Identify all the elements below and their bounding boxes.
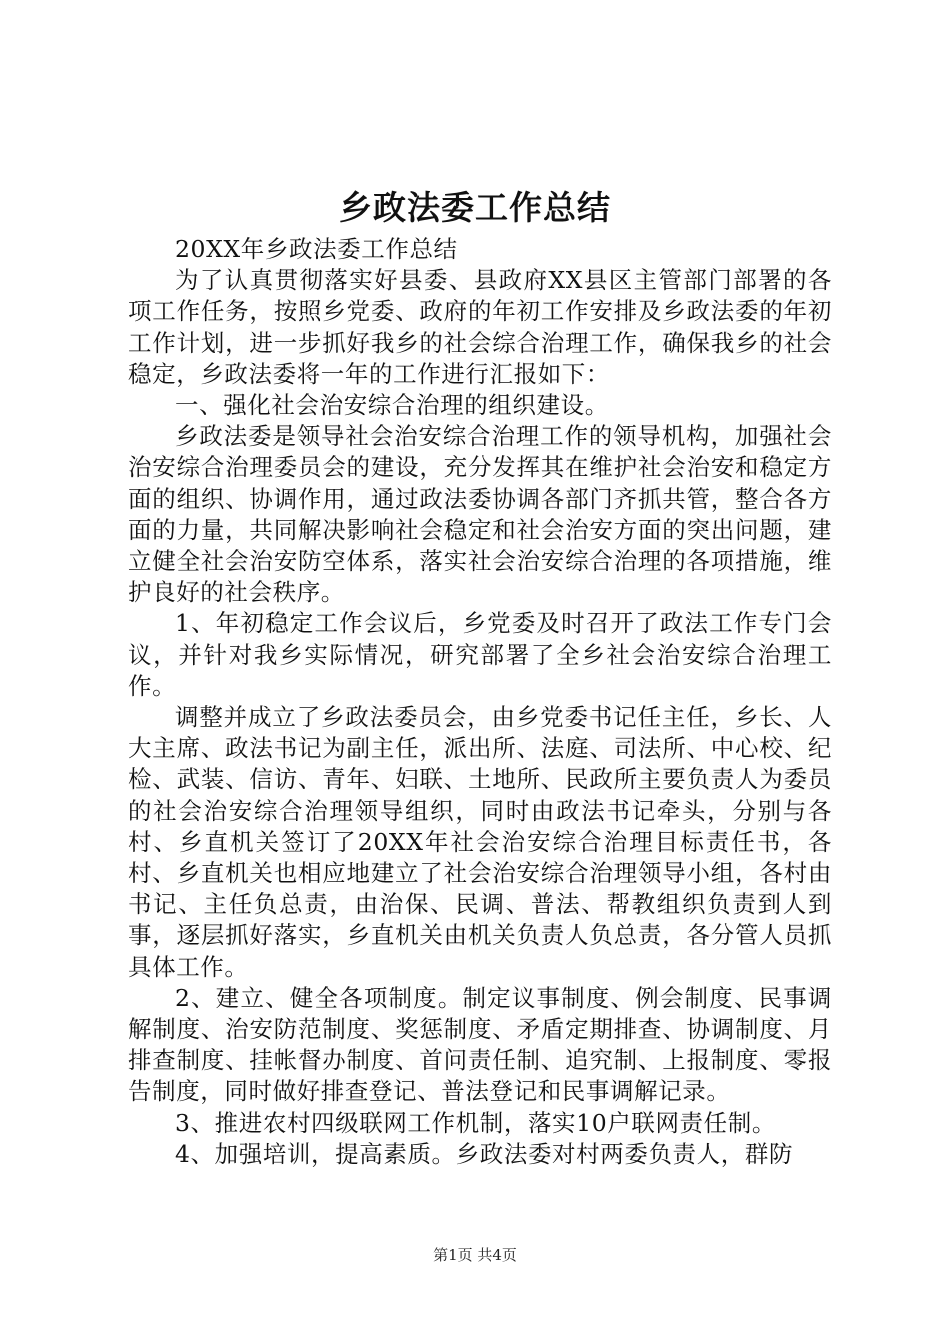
page-footer <box>0 1245 950 1265</box>
paragraph-item-2: 2、建立、健全各项制度。制定议事制度、例会制度、民事调解制度、治安防范制度、奖惩制度、矛盾定期排查、协调制度、月排查制度、挂帐督办制度、首问责任制、追究制、上报制度、零报告制度，同时做好排查登记、普法登记和民事调解记录。 <box>128 983 832 1106</box>
paragraph-item-3: 3、推进农村四级联网工作机制，落实10户联网责任制。 <box>175 1108 776 1137</box>
paragraph-section-1: 乡政法委是领导社会治安综合治理工作的领导机构，加强社会治安综合治理委员会的建设，充分发挥其在维护社会治安和稳定方面的组织、协调作用，通过政法委协调各部门齐抓共管，整合各方面的力量，共同解决影响社会稳定和社会治安方面的突出问题，建立健全社会治安防空体系，落实社会治安综合治理的各项措施，维护良好的社会秩序。 <box>128 422 832 607</box>
section-heading-1: 一、强化社会治安综合治理的组织建设。 <box>175 391 609 420</box>
paragraph-item-1: 1、年初稳定工作会议后，乡党委及时召开了政法工作专门会议，并针对我乡实际情况，研究部署了全乡社会治安综合治理工作。 <box>128 609 832 700</box>
paragraph-intro: 为了认真贯彻落实好县委、县政府XX县区主管部门部署的各项工作任务，按照乡党委、政府的年初工作安排及乡政法委的年初工作计划，进一步抓好我乡的社会综合治理工作，确保我乡的社会稳定，乡政法委将一年的工作进行汇报如下： <box>128 266 832 388</box>
paragraph-committee: 调整并成立了乡政法委员会，由乡党委书记任主任，乡长、人大主席、政法书记为副主任，派出所、法庭、司法所、中心校、纪检、武装、信访、青年、妇联、土地所、民政所主要负责人为委员的社会治安综合治理领导组织，同时由政法书记牵头，分别与各村、乡直机关签订了20XX年社会治安综合治理目标责任书，各村、乡直机关也相应地建立了社会治安综合治理领导小组，各村由书记、主任负总责，由治保、民调、普法、帮教组织负责到人到事，逐层抓好落实，乡直机关由机关负责人负总责，各分管人员抓具体工作。 <box>128 703 832 981</box>
paragraph-item-4: 4、加强培训，提高素质。乡政法委对村两委负责人，群防 <box>175 1139 794 1168</box>
document-title: 乡政法委工作总结 <box>339 188 611 227</box>
document-body <box>128 234 832 1170</box>
paragraph-subtitle: 20XX年乡政法委工作总结 <box>175 235 458 263</box>
page-indicator: 第1页 共4页 <box>433 1246 517 1264</box>
